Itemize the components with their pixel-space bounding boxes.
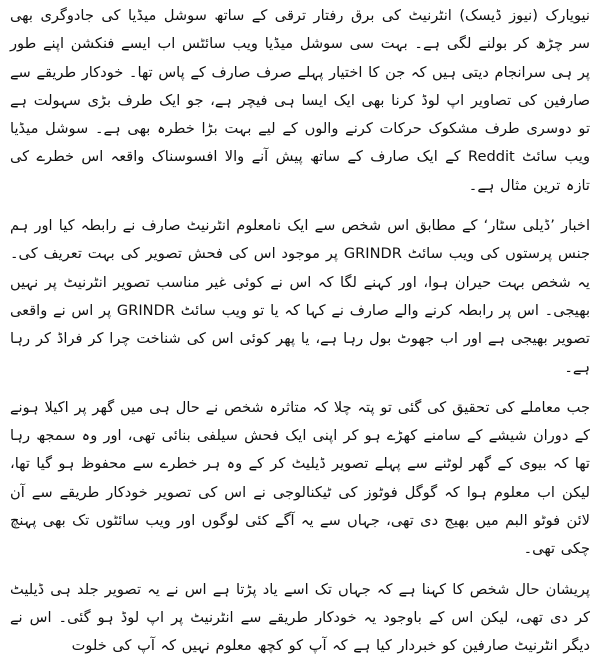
- article-paragraph-3: جب معاملے کی تحقیق کی گئی تو پتہ چلا کہ متاثرہ شخص نے حال ہی میں گھر پر اکیلا ہونے کے دوران شیشے کے سامنے کھڑے ہو کر اپنی ایک فحش سیلفی بنائی تھی، اور وہ سمجھ رہا تھا کہ بیوی کے گھر لوٹنے سے پہلے تصویر ڈیلیٹ کر کے وہ ہر خطرے سے محفوظ ہو گیا تھا، لیکن اب معلوم ہوا کہ گوگل فوٹوز کی ٹیکنالوجی نے اس کی تصویر خودکار طریقے سے آن لائن فوٹو البم میں بھیج دی تھی، جہاں سے یہ آگے کئی لوگوں اور ویب سائٹوں تک بھی پہنچ چکی تھی۔: [10, 398, 590, 558]
- article-paragraph-2: اخبار ’ڈیلی سٹار‘ کے مطابق اس شخص سے ایک نامعلوم انٹرنیٹ صارف نے رابطہ کیا اور ہم جنس پرستوں کی ویب سائٹ GRINDR پر موجود اس کی فحش تصویر کی بہت تعریف کی۔ یہ شخص بہت حیران ہوا، اور کہنے لگا کہ اس نے کوئی غیر مناسب تصویر انٹرنیٹ پر نہیں بھیجی۔ اس پر رابطہ کرنے والے صارف نے کہا کہ یا تو ویب سائٹ GRINDR پر اس نے واقعی تصویر بھیجی ہے اور اب جھوٹ بول رہا ہے، یا پھر کوئی اس کی شناخت چرا کر فراڈ کر رہا ہے۔: [10, 217, 591, 376]
- article-paragraph-4: پریشان حال شخص کا کہنا ہے کہ جہاں تک اسے یاد پڑتا ہے اس نے یہ تصویر جلد ہی ڈیلیٹ کر دی تھی، لیکن اس کے باوجود یہ خودکار طریقے سے انٹرنیٹ پر اپ لوڈ ہو گئی۔ اس نے دیگر انٹرنیٹ صارفین کو خبردار کیا ہے کہ آپ کو کچھ معلوم نہیں کہ آپ کی خلوت: [10, 580, 590, 655]
- article-paragraph-1: نیویارک (نیوز ڈیسک) انٹرنیٹ کی برق رفتار ترقی کے ساتھ سوشل میڈیا کی جادوگری بھی سر چڑھ کر بولنے لگی ہے۔ بہت سی سوشل میڈیا ویب سائٹس اب ایسے فنکشن اپنے طور پر ہی سرانجام دیتی ہیں کہ جن کا اختیار پہلے صرف صارف کے پاس تھا۔ خودکار طریقے سے صارفین کی تصاویر اپ لوڈ کرنا بھی ایک ایسا ہی فیچر ہے، جو ایک طرف بڑی سہولت ہے تو دوسری طرف مشکوک حرکات کرنے والوں کے لیے بہت بڑا خطرہ بھی ہے۔ سوشل میڈیا ویب سائٹ Reddit کے ایک صارف کے ساتھ پیش آنے والا افسوسناک واقعہ اس خطرے کی تازہ ترین مثال ہے۔: [10, 7, 590, 194]
